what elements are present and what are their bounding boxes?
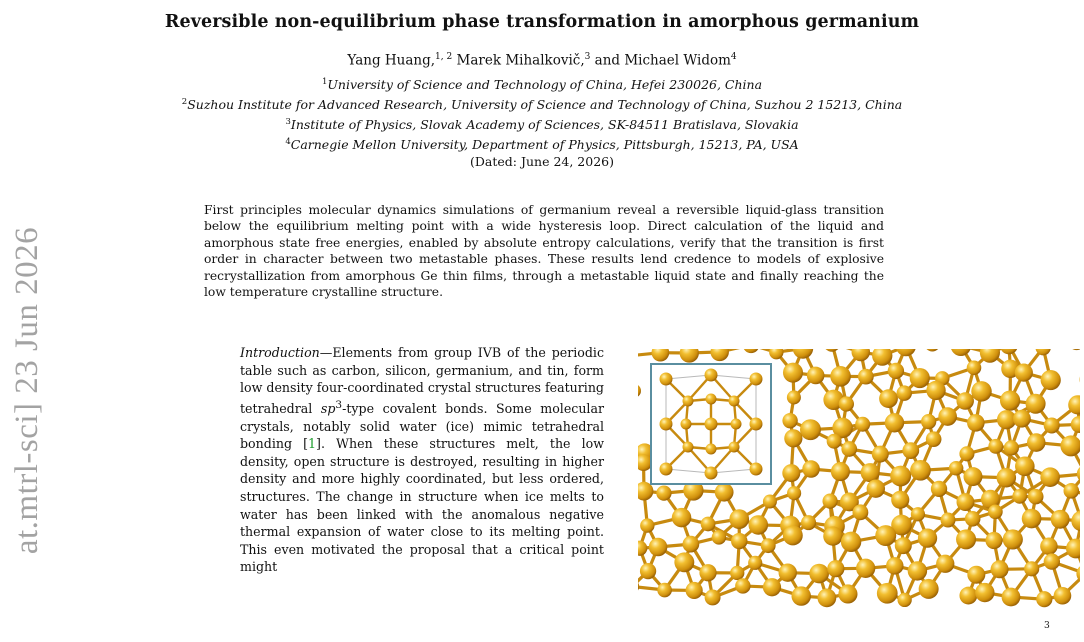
atom: [748, 556, 762, 570]
atom: [1026, 394, 1046, 414]
atom: [683, 536, 700, 553]
atom: [877, 583, 898, 604]
paper-title: Reversible non-equilibrium phase transformation in amorphous germanium: [164, 12, 920, 32]
atom: [749, 515, 769, 535]
atom: [1054, 587, 1072, 605]
affiliation-text: Carnegie Mellon University, Department of Physics, Pittsburgh, 15213, PA, USA: [290, 137, 799, 153]
atom: [652, 349, 670, 362]
atom: [674, 552, 694, 572]
atom: [782, 464, 800, 482]
atom: [895, 537, 912, 554]
affiliation-text: Suzhou Institute for Advanced Research, University of Science and Technology of China, Suzhou 2 15213, China: [187, 97, 903, 113]
atom: [964, 467, 983, 486]
atom: [957, 493, 975, 511]
atom: [731, 533, 747, 549]
atom: [1071, 511, 1080, 532]
atom: [971, 381, 991, 401]
figure-caption-fragment: [1044, 620, 1050, 636]
atom: [936, 555, 954, 573]
atom: [924, 349, 940, 351]
atom: [975, 583, 994, 602]
atom: [1044, 417, 1060, 433]
atom: [710, 349, 728, 361]
atom: [991, 560, 1009, 578]
atom: [918, 529, 937, 548]
atom: [959, 587, 977, 605]
atom: [872, 446, 889, 463]
inset-atom: [683, 396, 694, 407]
atom: [1068, 349, 1080, 350]
atom: [919, 579, 939, 599]
author-name: Yang Huang,: [347, 52, 436, 69]
atom: [680, 349, 699, 363]
atom: [779, 563, 797, 581]
citation-link[interactable]: 1: [308, 436, 317, 452]
atom: [1003, 529, 1023, 549]
atom: [800, 419, 821, 440]
atom: [1013, 410, 1031, 428]
inset-atom: [705, 369, 718, 382]
atom: [897, 385, 912, 400]
author-affiliation-mark: 4: [730, 52, 737, 62]
atom: [838, 584, 857, 603]
introduction-paragraph: [240, 344, 604, 576]
atom: [1004, 440, 1019, 455]
atom: [638, 384, 641, 398]
atom: [1064, 483, 1080, 499]
affiliation: [0, 94, 1084, 114]
atom: [956, 392, 973, 409]
atom: [856, 559, 875, 578]
atom: [793, 349, 813, 359]
atom: [965, 511, 981, 527]
atom: [638, 541, 647, 556]
inset-atom: [705, 467, 718, 480]
atom: [898, 593, 912, 607]
atom: [787, 390, 801, 404]
atom: [888, 363, 904, 379]
atom: [967, 414, 985, 432]
atom: [640, 518, 654, 532]
atom: [910, 368, 930, 388]
atom: [1044, 553, 1060, 569]
affiliation: [0, 134, 1084, 154]
arxiv-identifier: at.mtrl-sci] 23 Jun 2026: [9, 226, 46, 554]
atom: [809, 564, 829, 584]
atom: [852, 504, 868, 520]
date-line: (Dated: June 24, 2026): [470, 153, 614, 169]
atom: [672, 508, 692, 528]
sp-term: sp: [320, 400, 336, 416]
atom: [926, 431, 942, 447]
atom: [855, 417, 870, 432]
atom: [823, 526, 842, 545]
atom: [985, 532, 1002, 549]
atom: [730, 566, 744, 580]
atom: [640, 563, 656, 579]
atom: [938, 407, 957, 426]
affiliation-number: 3: [285, 116, 291, 127]
atom: [1012, 489, 1027, 504]
atom: [896, 349, 916, 356]
atom: [926, 381, 945, 400]
body-text-segment: -type covalent bonds. Some molecular crystals, notably solid water (ice) mimic tetrahedral bonding [: [240, 400, 604, 452]
atom: [1024, 561, 1039, 576]
atom: [783, 526, 803, 546]
body-text-segment: ]. When these structures melt, the low density, open structure is destroyed, resulting in higher density and more highly coordinated, but less ordered, structures. The change in structure when ice melts to water has been linked with the anomalous negative thermal expansion of water close to its melting point. This even motivated the proposal that a critical point might: [240, 436, 604, 575]
atom: [959, 446, 974, 461]
atom: [941, 513, 956, 528]
inset-atom: [750, 373, 763, 386]
atom: [879, 389, 898, 408]
affiliation-number: 1: [321, 77, 328, 87]
affiliation-number: 2: [181, 96, 188, 107]
atom: [911, 507, 925, 521]
atom: [792, 586, 811, 605]
atom: [1066, 539, 1080, 559]
atom: [902, 442, 919, 459]
atom: [656, 485, 671, 500]
atom: [686, 582, 703, 599]
inset-atom: [750, 418, 763, 431]
author-name: Marek Mihalkovič,: [456, 52, 585, 69]
atom: [988, 439, 1003, 454]
atom: [885, 413, 904, 432]
inset-atom: [706, 444, 717, 455]
affiliation-text: University of Science and Technology of China, Hefei 230026, China: [327, 77, 763, 93]
atom: [931, 481, 947, 497]
atom: [886, 557, 903, 574]
inset-bond: [666, 375, 711, 379]
atom: [910, 460, 931, 481]
atom: [1028, 489, 1044, 505]
atom: [967, 360, 982, 375]
arxiv-sidebar: [4, 140, 52, 640]
atom: [827, 434, 842, 449]
inset-atom: [681, 419, 692, 430]
atom: [649, 538, 668, 557]
inset-atom: [660, 418, 673, 431]
affiliation-text: Institute of Physics, Slovak Academy of Sciences, SK-84511 Bratislava, Slovakia: [290, 117, 799, 133]
author-list: [0, 52, 1084, 69]
atom: [908, 561, 927, 580]
atom: [802, 460, 819, 477]
atom: [743, 349, 760, 353]
crystal-unit-cell-inset: [650, 363, 772, 485]
atom: [841, 441, 857, 457]
atom: [831, 462, 850, 481]
atom: [1040, 467, 1060, 487]
atom: [1071, 416, 1080, 433]
atom: [657, 583, 672, 598]
atom: [782, 413, 797, 428]
atom: [1000, 390, 1020, 410]
atom: [1002, 588, 1021, 607]
atom: [1051, 510, 1070, 529]
atom: [817, 588, 836, 607]
inset-atom: [660, 373, 673, 386]
atom: [763, 495, 777, 509]
figure-amorphous-germanium: [638, 349, 1080, 614]
atom: [1022, 509, 1042, 529]
atom: [949, 461, 964, 476]
atom: [712, 530, 726, 544]
author-affiliation-mark: 3: [584, 52, 591, 62]
atom: [1036, 591, 1052, 607]
inset-atom: [731, 419, 742, 430]
author-affiliation-mark: 1, 2: [435, 52, 453, 62]
atom: [988, 504, 1003, 519]
body-text-segment: —Elements from group IVB of the periodic table such as carbon, silicon, germanium, and tin, form low density four-coordinated crystal structures featuring tetrahedral: [240, 345, 604, 416]
atom: [839, 396, 854, 411]
atom: [1041, 370, 1061, 390]
atom: [822, 494, 837, 509]
atom: [761, 538, 776, 553]
atom: [735, 578, 750, 593]
affiliation-number: 4: [285, 136, 291, 147]
atom: [827, 560, 844, 577]
atom: [858, 369, 874, 385]
atom: [967, 566, 985, 584]
atom: [830, 366, 851, 387]
atom: [1040, 538, 1057, 555]
atom: [701, 517, 716, 532]
author-name: and Michael Widom: [594, 52, 731, 69]
inset-atom: [729, 442, 740, 453]
inset-atom: [705, 418, 718, 431]
atom: [705, 589, 721, 605]
atom: [729, 509, 749, 529]
atom: [807, 367, 825, 385]
abstract: First principles molecular dynamics simulations of germanium reveal a reversible liquid-glass transition below the equilibrium melting point with a wide hysteresis loop. Direct calculation of the liquid and amorphous state free energies, enabled by absolute entropy calculations, verify that the transition is first order in character between two metastable phases. These results lend credence to models of explosive recrystallization from amorphous Ge thin films, through a metastable liquid state and finally reaching the low temperature crystalline structure.: [204, 203, 884, 300]
inset-bond: [711, 469, 756, 473]
atom: [823, 349, 841, 352]
affiliation: [0, 114, 1084, 134]
inset-atom: [706, 394, 717, 405]
atom: [1015, 364, 1033, 382]
atom: [921, 414, 936, 429]
inset-atom: [729, 396, 740, 407]
atom: [956, 529, 976, 549]
atom: [891, 491, 909, 509]
atom: [801, 515, 816, 530]
inset-bond: [666, 469, 711, 473]
inset-atom: [683, 442, 694, 453]
atom: [784, 429, 802, 447]
atom: [861, 463, 880, 482]
atom: [875, 525, 896, 546]
atom: [699, 564, 716, 581]
inset-bond: [711, 375, 756, 379]
atom: [997, 468, 1017, 488]
atom: [867, 479, 885, 497]
unit-cell-image: [652, 365, 770, 483]
inset-atom: [660, 463, 673, 476]
caption-superscript: 3: [1044, 620, 1050, 631]
inset-atom: [750, 463, 763, 476]
atom: [890, 466, 911, 487]
atom: [1015, 457, 1035, 477]
affiliation: [0, 74, 1084, 94]
atom: [841, 532, 861, 552]
atom: [787, 486, 801, 500]
affiliation-list: [0, 74, 1084, 171]
sp-superscript: 3: [335, 398, 343, 411]
atom: [1027, 433, 1046, 452]
atom: [783, 363, 803, 383]
section-lead: Introduction: [240, 345, 320, 360]
atom: [763, 578, 781, 596]
